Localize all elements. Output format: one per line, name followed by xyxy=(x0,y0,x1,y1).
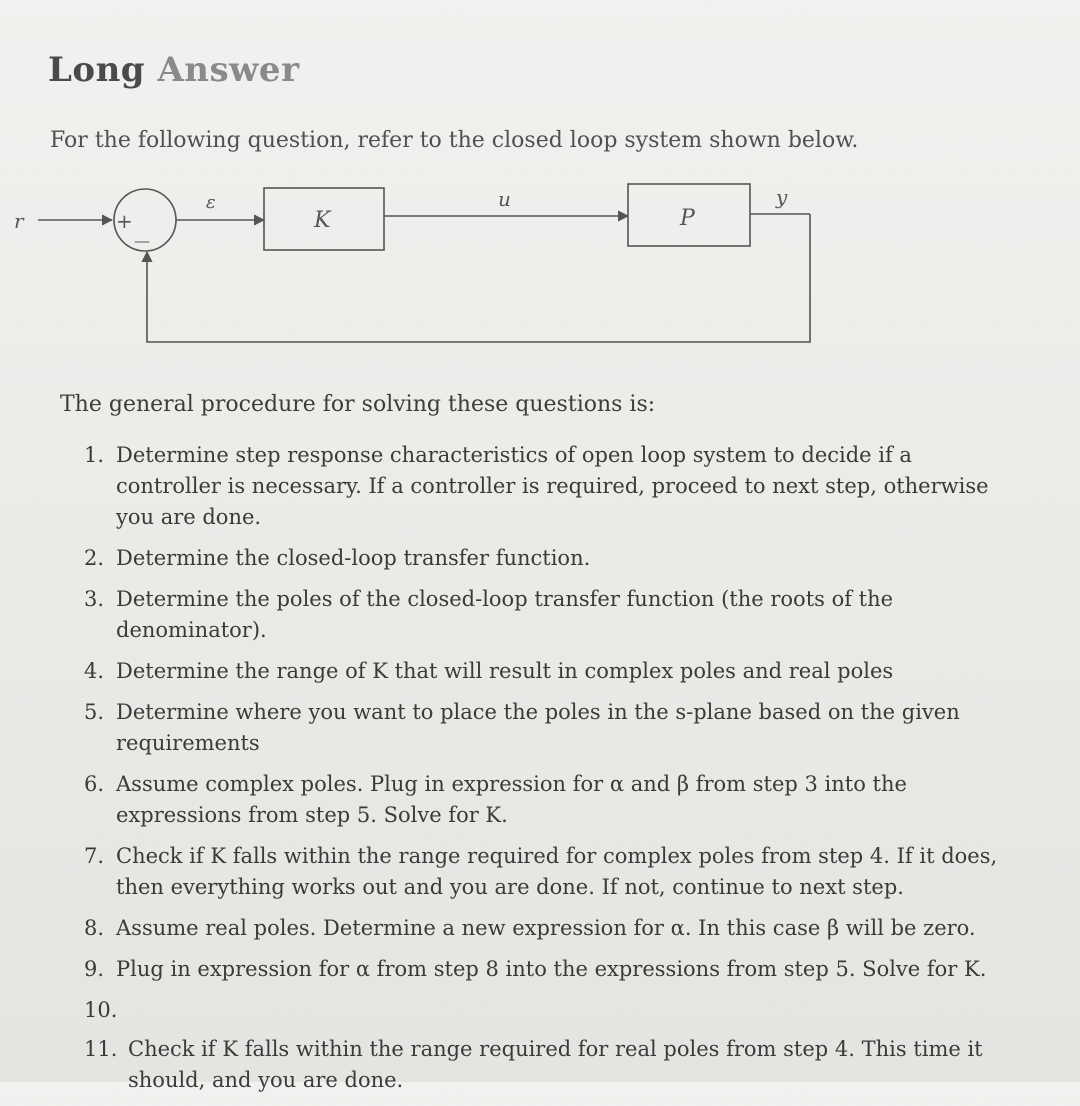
procedure-heading: The general procedure for solving these questions is: xyxy=(60,392,656,417)
step-item: 4. Determine the range of K that will result in complex poles and real poles xyxy=(84,659,894,683)
error-label: ε xyxy=(206,192,216,213)
step-item: 1. Determine step response characteristics of open loop system to decide if a controller is necessary. If a controller is required, proceed to next step, otherwise you are done. xyxy=(84,443,989,529)
feedback-path xyxy=(147,214,810,342)
title-word-answer: Answer xyxy=(157,50,300,90)
procedure-steps xyxy=(84,440,1009,1106)
plus-sign: + xyxy=(116,209,133,233)
step-item: 8. Assume real poles. Determine a new expression for α. In this case β will be zero. xyxy=(84,916,976,940)
intro-text: For the following question, refer to the closed loop system shown below. xyxy=(50,128,859,153)
control-label: u xyxy=(498,187,511,211)
step-item: 7. Check if K falls within the range required for complex poles from step 4. If it does, then everything works out and you are done. If not, continue to next step. xyxy=(84,844,998,899)
title-word-long: Long xyxy=(48,50,146,90)
minus-sign: — xyxy=(134,231,150,250)
step-item: 5. Determine where you want to place the poles in the s-plane based on the given requirements xyxy=(84,700,960,755)
controller-label: K xyxy=(314,208,331,233)
step-item: 11. Check if K falls within the range required for real poles from step 4. This time it should, and you are done. xyxy=(84,1037,983,1092)
step-item: 6. Assume complex poles. Plug in expression for α and β from step 3 into the expressions from step 5. Solve for K. xyxy=(84,772,907,827)
step-item: 2. Determine the closed-loop transfer function. xyxy=(84,546,591,570)
input-label-r: r xyxy=(14,209,24,233)
step-item: 9. Plug in expression for α from step 8 into the expressions from step 5. Solve for K. xyxy=(84,957,987,981)
step-item: 10. xyxy=(84,998,118,1022)
output-label: y xyxy=(776,185,788,209)
step-item: 3. Determine the poles of the closed-loop transfer function (the roots of the denominator). xyxy=(84,587,894,642)
plant-label: P xyxy=(680,206,695,231)
section-title xyxy=(48,50,299,90)
block-diagram xyxy=(0,170,1080,360)
